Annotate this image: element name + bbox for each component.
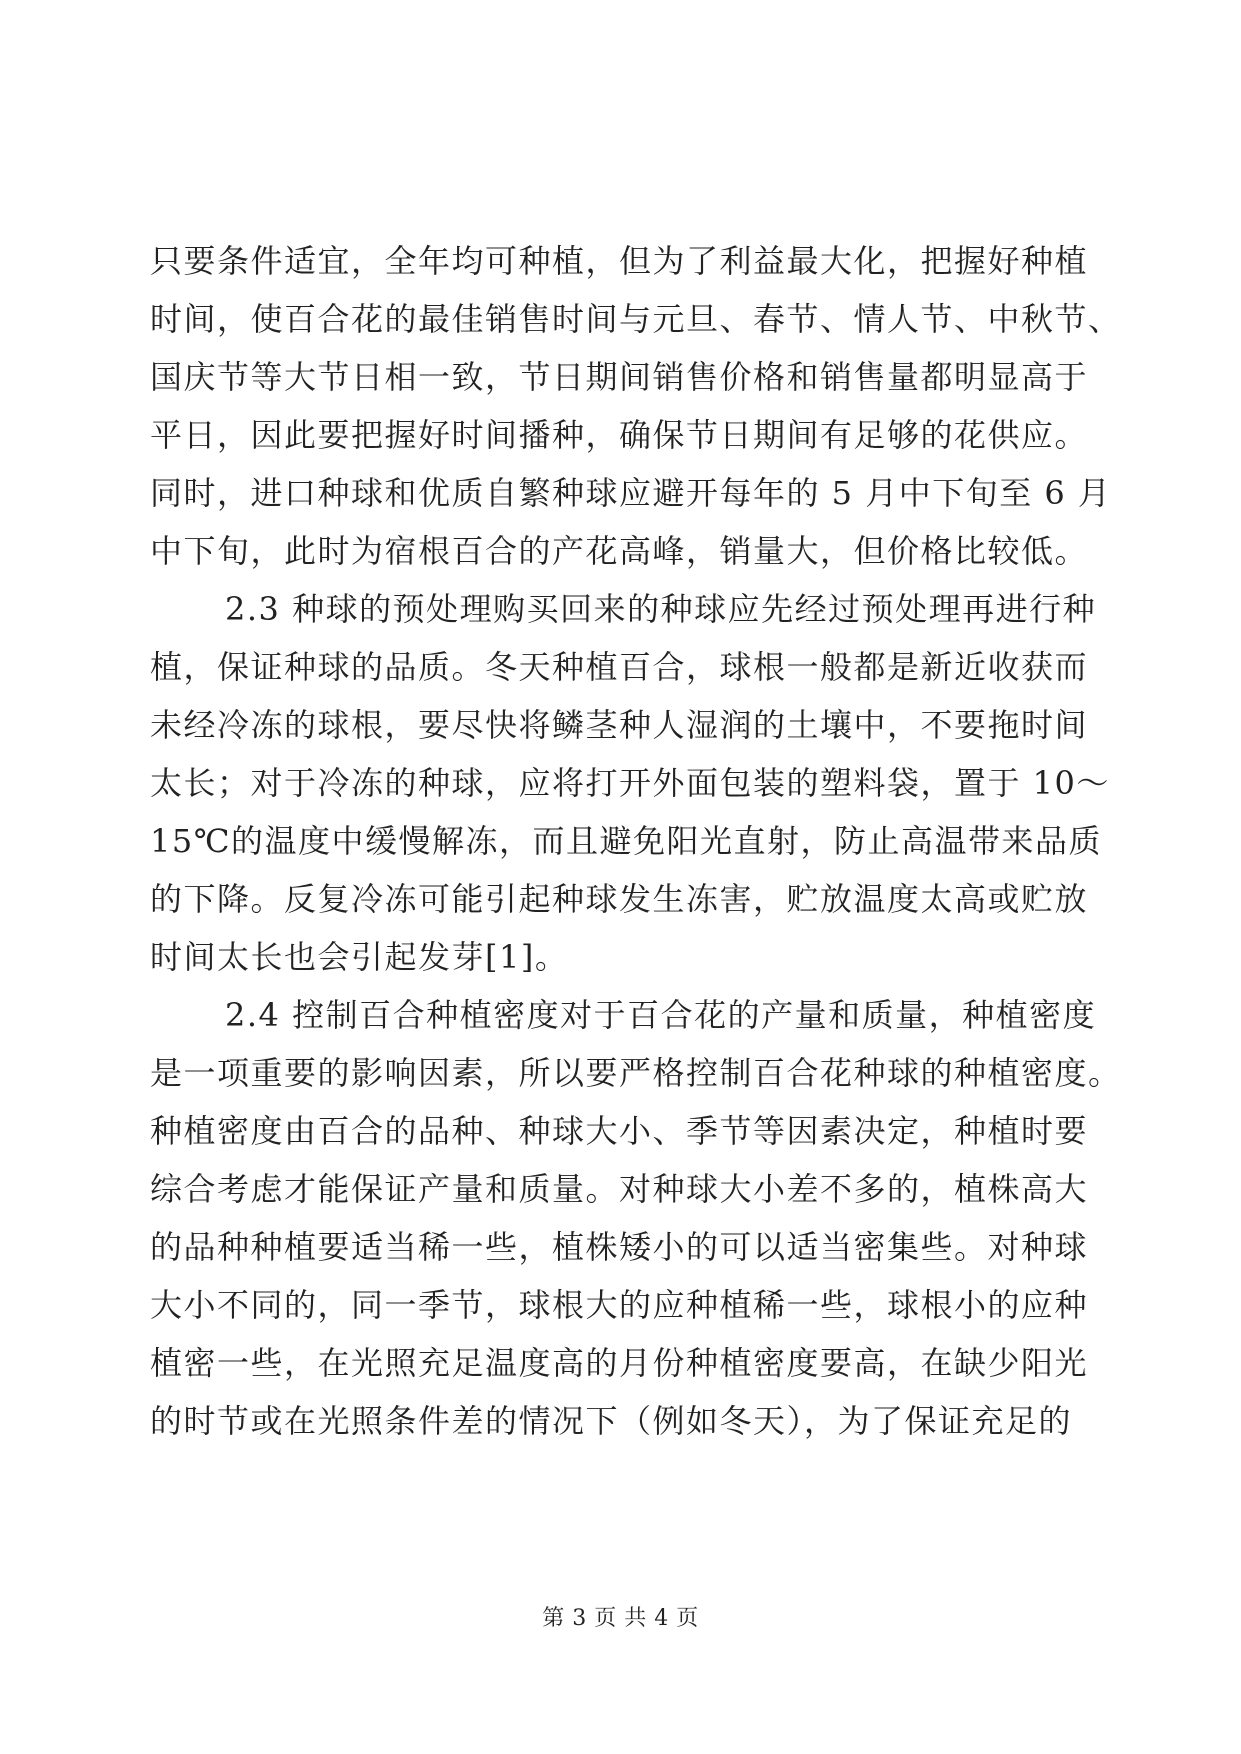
- paragraph-section-2-3: [150, 580, 1110, 986]
- text-line: 未经冷冻的球根，要尽快将鳞茎种人湿润的土壤中，不要拖时间: [150, 706, 1089, 744]
- page-footer: [0, 1604, 1241, 1634]
- text-line: 时间太长也会引起发芽[1]。: [150, 938, 569, 976]
- text-line: 时间，使百合花的最佳销售时间与元旦、春节、情人节、中秋节、: [150, 300, 1122, 338]
- text-line: 植密一些，在光照充足温度高的月份种植密度要高，在缺少阳光: [150, 1344, 1089, 1382]
- text-line: 是一项重要的影响因素，所以要严格控制百合花种球的种植密度。: [150, 1054, 1122, 1092]
- paragraph-1: [150, 232, 1122, 580]
- text-line: 的下降。反复冷冻可能引起种球发生冻害，贮放温度太高或贮放: [150, 880, 1089, 918]
- page-number-label: 第 3 页 共 4 页: [542, 1606, 699, 1631]
- text-line: 2.4 控制百合种植密度对于百合花的产量和质量，种植密度: [225, 996, 1097, 1034]
- text-line: 太长；对于冷冻的种球，应将打开外面包装的塑料袋，置于 10～: [150, 764, 1110, 802]
- text-line: 种植密度由百合的品种、种球大小、季节等因素决定，种植时要: [150, 1112, 1089, 1150]
- text-line: 15℃的温度中缓慢解冻，而且避免阳光直射，防止高温带来品质: [150, 822, 1103, 860]
- document-body: [150, 232, 1122, 1450]
- text-line: 的品种种植要适当稀一些，植株矮小的可以适当密集些。对种球: [150, 1228, 1089, 1266]
- text-line: 大小不同的，同一季节，球根大的应种植稀一些，球根小的应种: [150, 1286, 1089, 1324]
- text-line: 的时节或在光照条件差的情况下（例如冬天），为了保证充足的: [150, 1402, 1073, 1440]
- text-line: 中下旬，此时为宿根百合的产花高峰，销量大，但价格比较低。: [150, 532, 1089, 570]
- text-line: 同时，进口种球和优质自繁种球应避开每年的 5 月中下旬至 6 月: [150, 474, 1112, 512]
- text-line: 平日，因此要把握好时间播种，确保节日期间有足够的花供应。: [150, 416, 1089, 454]
- text-line: 国庆节等大节日相一致，节日期间销售价格和销售量都明显高于: [150, 358, 1089, 396]
- text-line: 综合考虑才能保证产量和质量。对种球大小差不多的，植株高大: [150, 1170, 1089, 1208]
- text-line: 2.3 种球的预处理购买回来的种球应先经过预处理再进行种: [225, 590, 1097, 628]
- paragraph-section-2-4: [150, 986, 1122, 1450]
- text-line: 只要条件适宜，全年均可种植，但为了利益最大化，把握好种植: [150, 242, 1089, 280]
- text-line: 植，保证种球的品质。冬天种植百合，球根一般都是新近收获而: [150, 648, 1089, 686]
